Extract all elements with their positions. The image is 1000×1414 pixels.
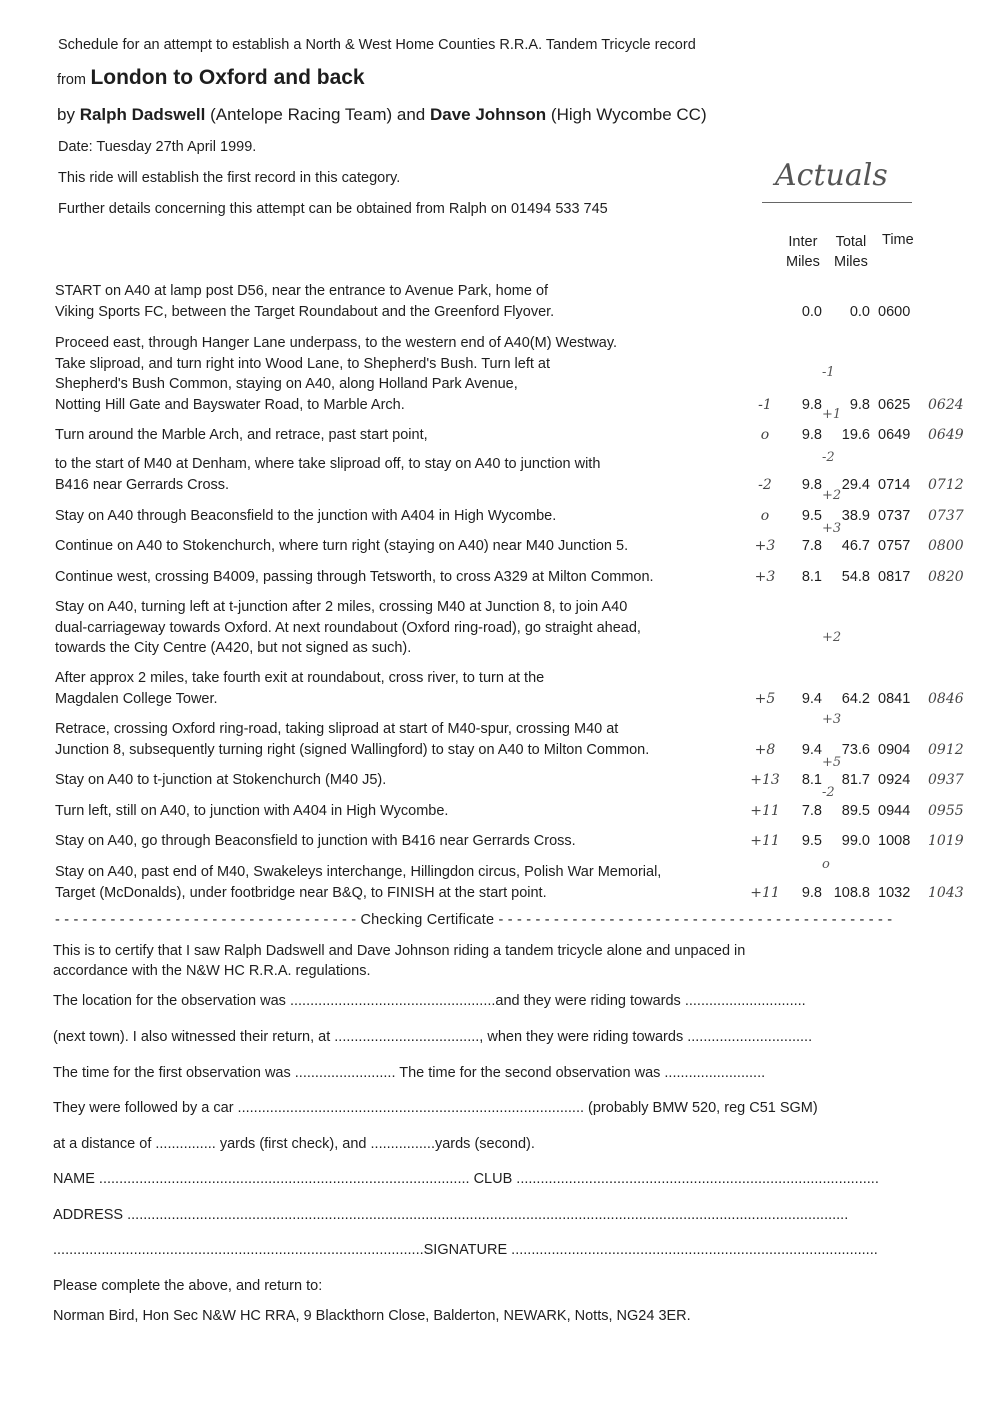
observation-location: The location for the observation was ...................................................and they were riding towards .............................. — [53, 993, 806, 1009]
route-segment — [55, 536, 755, 557]
route-segment — [55, 831, 755, 852]
time-difference-handwritten: +5 — [754, 690, 776, 707]
inter-miles: 8.1 — [801, 569, 822, 585]
inter-miles: 9.5 — [801, 833, 822, 849]
segment-line: Continue west, crossing B4009, passing through Tetsworth, to cross A329 at Milton Common. — [55, 569, 654, 585]
total-miles: 0.0 — [849, 303, 870, 320]
segment-line: Turn left, still on A40, to junction with A404 in High Wycombe. — [55, 803, 449, 819]
route-segment — [55, 281, 755, 322]
inter-miles: 0.0 — [801, 303, 822, 320]
scheduled-time: 0944 — [878, 803, 911, 819]
scheduled-time: 0737 — [878, 508, 911, 524]
team-2: (High Wycombe CC) — [550, 105, 707, 124]
total-miles: 19.6 — [841, 427, 870, 443]
inter-miles: 9.4 — [801, 741, 822, 758]
inter-miles: 8.1 — [801, 772, 822, 788]
actual-time-handwritten: 1043 — [928, 884, 964, 901]
scheduled-time: 0924 — [878, 772, 911, 788]
actual-time-handwritten: 0937 — [928, 772, 964, 788]
actual-time-handwritten: 0846 — [928, 690, 964, 707]
return-instructions: Please complete the above, and return to: — [53, 1278, 323, 1294]
segment-line: Take sliproad, and turn right into Wood Lane, to Shepherd's Bush. Turn left at — [55, 355, 550, 372]
delta-handwritten: +3 — [822, 521, 842, 536]
time-difference-handwritten: -2 — [758, 476, 772, 493]
total-miles: 89.5 — [841, 803, 870, 819]
actual-time-handwritten: 0649 — [928, 427, 964, 443]
segment-line: towards the City Centre (A420, but not signed as such). — [55, 640, 412, 656]
total-miles: 99.0 — [841, 833, 870, 849]
route-segment — [55, 333, 755, 415]
delta-handwritten: +5 — [822, 755, 842, 770]
segment-line: Stay on A40, turning left at t-junction after 2 miles, crossing M40 at Junction 8, to join A40 — [55, 599, 628, 615]
return-observation: (next town). I also witnessed their return, at ...................................., when they were riding towards ............................... — [53, 1029, 813, 1045]
segment-line: dual-carriageway towards Oxford. At next roundabout (Oxford ring-road), go straight ahead, — [55, 619, 641, 636]
total-miles: 29.4 — [841, 476, 870, 493]
signature-field: ............................................................................................SIGNATURE ........................................................................................... — [53, 1242, 878, 1258]
inter-miles: 9.8 — [801, 396, 822, 413]
segment-line: Target (McDonalds), under footbridge near B&Q, to FINISH at the start point. — [55, 884, 547, 901]
delta-handwritten: -1 — [822, 365, 835, 380]
ride-date: Date: Tuesday 27th April 1999. — [58, 139, 257, 155]
segment-line: Junction 8, subsequently turning right (signed Wallingford) to stay on A40 to Milton Common. — [55, 741, 650, 758]
route-segment — [55, 425, 755, 446]
certificate-divider: - - - - - - - - - - - - - - - - - - - - - - - - - - - - - - - - - Checking Certificate - - - - - - - - - - - - - - - - - - - - - - - - - - - - - - - - - - - - - - - - - - - — [55, 912, 893, 928]
total-miles: 64.2 — [841, 690, 870, 707]
time-difference-handwritten: +3 — [754, 569, 776, 585]
delta-handwritten: -2 — [822, 785, 835, 800]
inter-miles: 9.4 — [801, 690, 822, 707]
route-segment — [55, 597, 755, 659]
route-segment — [55, 668, 755, 709]
delta-handwritten: +1 — [822, 407, 842, 422]
inter-miles: 7.8 — [801, 538, 822, 554]
segment-line: After approx 2 miles, take fourth exit at roundabout, cross river, to turn at the — [55, 670, 545, 686]
by-prefix: by — [57, 105, 75, 124]
title-line — [57, 66, 365, 90]
scheduled-time: 0649 — [878, 427, 911, 443]
route-segment — [55, 862, 755, 903]
total-miles: 46.7 — [841, 538, 870, 554]
segment-line: START on A40 at lamp post D56, near the entrance to Avenue Park, home of — [55, 283, 549, 299]
segment-line: Continue on A40 to Stokenchurch, where turn right (staying on A40) near M40 Junction 5. — [55, 538, 629, 554]
segment-line: Turn around the Marble Arch, and retrace, past start point, — [55, 427, 428, 443]
following-car: They were followed by a car ...................................................................................... (probably BMW 520, reg C51 SGM) — [53, 1100, 818, 1116]
scheduled-time: 1032 — [878, 884, 911, 901]
segment-line: Retrace, crossing Oxford ring-road, taking sliproad at start of M40-spur, crossing M40 at — [55, 721, 619, 737]
time-difference-handwritten: o — [760, 508, 770, 524]
time-difference-handwritten: +3 — [754, 538, 776, 554]
actual-time-handwritten: 1019 — [928, 833, 964, 849]
total-miles: 108.8 — [833, 884, 870, 901]
segment-line: Notting Hill Gate and Bayswater Road, to Marble Arch. — [55, 396, 405, 413]
actual-time-handwritten: 0737 — [928, 508, 964, 524]
route-title: London to Oxford and back — [90, 66, 365, 89]
route-segment — [55, 506, 755, 527]
segment-line: Proceed east, through Hanger Lane underpass, to the western end of A40(M) Westway. — [55, 335, 618, 351]
time-difference-handwritten: o — [760, 427, 770, 443]
scheduled-time: 0757 — [878, 538, 911, 554]
address-field: ADDRESS ................................................................................................................................................................................... — [53, 1207, 849, 1223]
segment-line: to the start of M40 at Denham, where take sliproad off, to stay on A40 to junction with — [55, 456, 601, 472]
segment-line: B416 near Gerrards Cross. — [55, 476, 230, 493]
scheduled-time: 0817 — [878, 569, 911, 585]
actual-time-handwritten: 0820 — [928, 569, 964, 585]
scheduled-time: 0600 — [878, 303, 911, 320]
return-address: Norman Bird, Hon Sec N&W HC RRA, 9 Blackthorn Close, Balderton, NEWARK, Notts, NG24 3ER. — [53, 1308, 691, 1324]
actual-time-handwritten: 0800 — [928, 538, 964, 554]
route-segment — [55, 454, 755, 495]
scheduled-time: 0904 — [878, 741, 911, 758]
from-prefix: from — [57, 72, 86, 88]
inter-miles: 9.8 — [801, 476, 822, 493]
actual-time-handwritten: 0624 — [928, 396, 964, 413]
inter-miles: 9.5 — [801, 508, 822, 524]
delta-handwritten: o — [822, 857, 830, 872]
actual-time-handwritten: 0712 — [928, 476, 964, 493]
first-record-note: This ride will establish the first record in this category. — [58, 170, 401, 186]
actuals-handwritten: Actuals — [775, 158, 888, 193]
col-header-inter: Inter Miles — [786, 234, 820, 270]
team-1: (Antelope Racing Team) and — [210, 105, 426, 124]
observation-times: The time for the first observation was ......................... The time for the second observation was ......................... — [53, 1065, 766, 1081]
route-segment — [55, 719, 755, 760]
scheduled-time: 0625 — [878, 396, 911, 413]
route-segment — [55, 567, 755, 588]
schedule-intro: Schedule for an attempt to establish a North & West Home Counties R.R.A. Tandem Tricycle record — [58, 37, 696, 53]
name-club-field: NAME ............................................................................................ CLUB .......................................................................................... — [53, 1171, 879, 1187]
route-segment — [55, 770, 755, 791]
rider-1: Ralph Dadswell — [79, 105, 206, 124]
segment-line: Stay on A40 through Beaconsfield to the junction with A404 in High Wycombe. — [55, 508, 557, 524]
certify-line-1: This is to certify that I saw Ralph Dadswell and Dave Johnson riding a tandem tricycle alone and unpaced in — [53, 943, 746, 959]
time-difference-handwritten: +11 — [750, 884, 780, 901]
delta-handwritten: -2 — [822, 450, 835, 465]
time-difference-handwritten: +13 — [750, 772, 780, 788]
route-segment — [55, 801, 755, 822]
riders-line — [57, 105, 707, 125]
delta-handwritten: +3 — [822, 712, 842, 727]
actual-time-handwritten: 0912 — [928, 741, 964, 758]
segment-line: Viking Sports FC, between the Target Roundabout and the Greenford Flyover. — [55, 303, 555, 320]
inter-miles: 9.8 — [801, 427, 822, 443]
delta-handwritten: +2 — [822, 488, 842, 503]
segment-line: Stay on A40, go through Beaconsfield to junction with B416 near Gerrards Cross. — [55, 833, 576, 849]
segment-line: Stay on A40, past end of M40, Swakeleys interchange, Hillingdon circus, Polish War Memorial, — [55, 864, 662, 880]
total-miles: 81.7 — [841, 772, 870, 788]
total-miles: 38.9 — [841, 508, 870, 524]
total-miles: 54.8 — [841, 569, 870, 585]
total-miles: 73.6 — [841, 741, 870, 758]
car-distance: at a distance of ............... yards (first check), and ................yards (second). — [53, 1136, 535, 1152]
inter-miles: 9.8 — [801, 884, 822, 901]
actual-time-handwritten: 0955 — [928, 803, 964, 819]
scheduled-time: 0841 — [878, 690, 911, 707]
total-miles: 9.8 — [849, 396, 870, 413]
time-difference-handwritten: -1 — [758, 396, 772, 413]
segment-line: Magdalen College Tower. — [55, 690, 218, 707]
col-header-total: Total Miles — [834, 234, 868, 270]
rider-2: Dave Johnson — [429, 105, 547, 124]
segment-line: Stay on A40 to t-junction at Stokenchurch (M40 J5). — [55, 772, 387, 788]
segment-line: Shepherd's Bush Common, staying on A40, along Holland Park Avenue, — [55, 376, 518, 392]
delta-handwritten: +2 — [822, 630, 842, 645]
inter-miles: 7.8 — [801, 803, 822, 819]
time-difference-handwritten: +8 — [754, 741, 776, 758]
contact-details: Further details concerning this attempt can be obtained from Ralph on 01494 533 745 — [58, 201, 608, 217]
time-difference-handwritten: +11 — [750, 803, 780, 819]
certify-line-2: accordance with the N&W HC R.R.A. regulations. — [53, 963, 371, 979]
scheduled-time: 1008 — [878, 833, 911, 849]
scheduled-time: 0714 — [878, 476, 911, 493]
time-difference-handwritten: +11 — [750, 833, 780, 849]
actuals-underline — [762, 202, 912, 203]
col-header-time: Time — [882, 232, 914, 248]
